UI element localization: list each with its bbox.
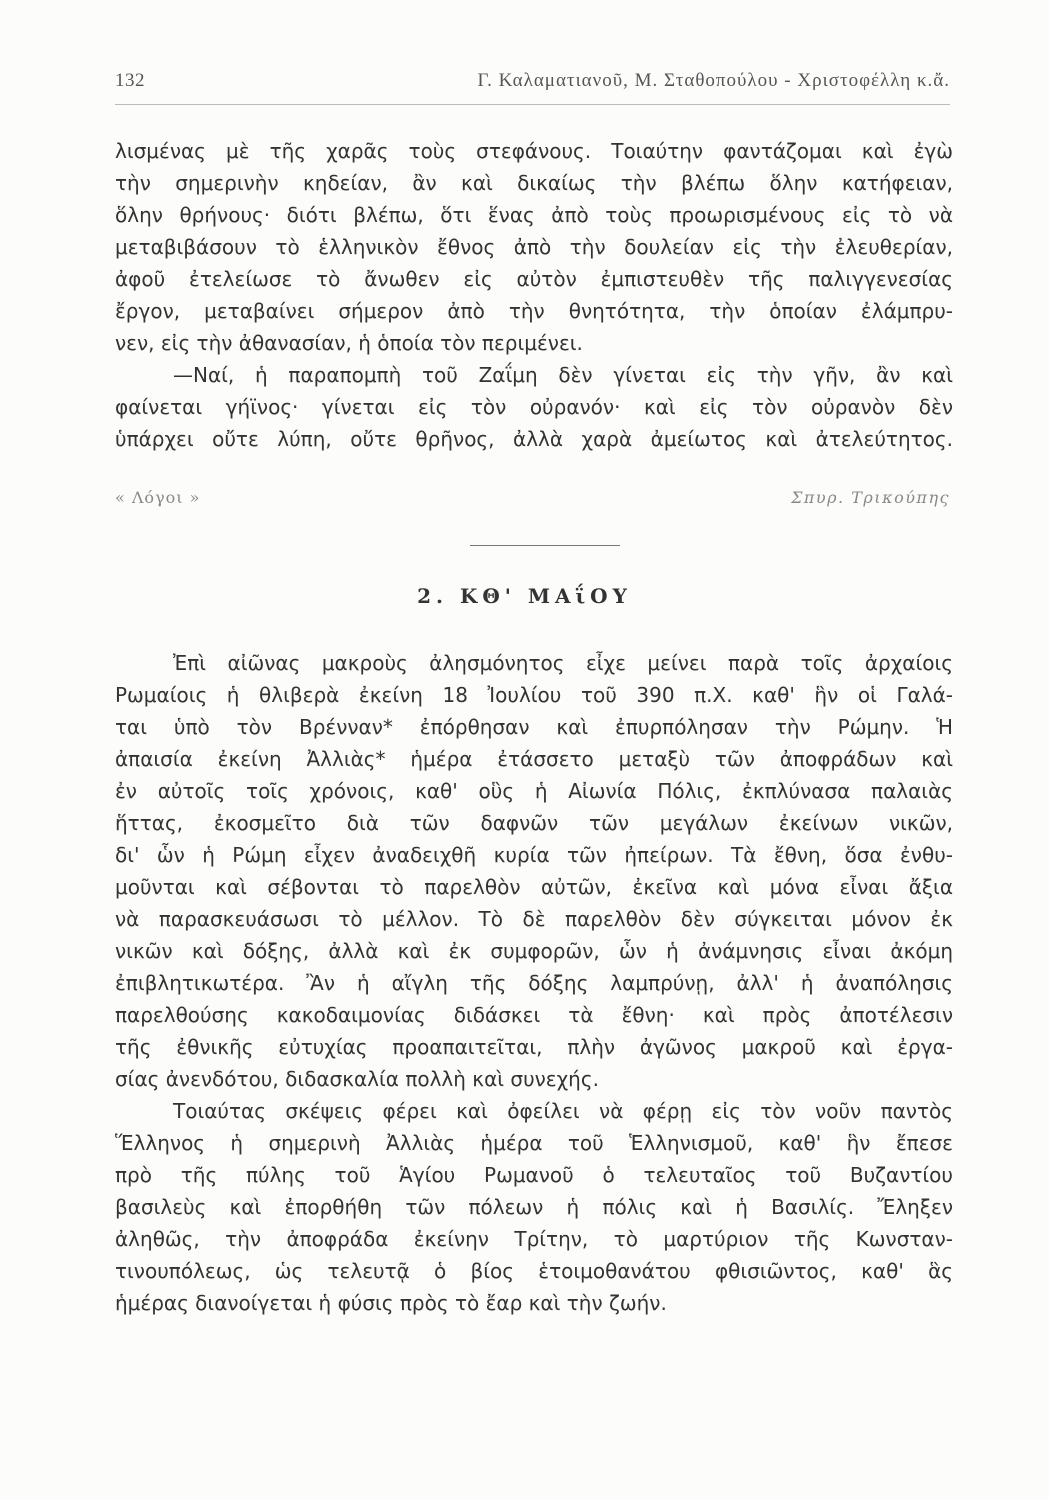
text-line: μεταβιβάσουν τὸ ἑλληνικὸν ἔθνος ἀπὸ τὴν δουλείαν εἰς τὴν ἐλευθερίαν, <box>115 235 953 259</box>
section-divider <box>470 545 620 546</box>
text-line: τὴν σημερινὴν κηδείαν, ἂν καὶ δικαίως τὴν βλέπω ὅλην κατήφειαν, <box>115 171 953 195</box>
text-line: ἡμέρας διανοίγεται ἡ φύσις πρὸς τὸ ἔαρ καὶ τὴν ζωήν. <box>115 1291 667 1315</box>
passage-section-2 <box>115 647 953 1319</box>
text-line: ὑπάρχει οὔτε λύπη, οὔτε θρῆνος, ἀλλὰ χαρὰ ἀμείωτος καὶ ἀτελεύτητος. <box>115 427 953 451</box>
text-line: νικῶν καὶ δόξης, ἀλλὰ καὶ ἐκ συμφορῶν, ὧν ἡ ἀνάμνησις εἶναι ἀκόμη <box>115 939 953 963</box>
text-line: φαίνεται γήϊνος· γίνεται εἰς τὸν οὐρανόν· καὶ εἰς τὸν οὐρανὸν δὲν <box>115 395 953 419</box>
text-line: Τοιαύτας σκέψεις φέρει καὶ ὀφείλει νὰ φέρῃ εἰς τὸν νοῦν παντὸς <box>173 1099 953 1123</box>
text-line: τινουπόλεως, ὡς τελευτᾷ ὁ βίος ἑτοιμοθανάτου φθισιῶντος, καθ' ἃς <box>115 1259 953 1283</box>
text-line: —Ναί, ἡ παραπομπὴ τοῦ Ζαΐμη δὲν γίνεται εἰς τὴν γῆν, ἂν καὶ <box>173 363 953 387</box>
text-line: ἀπαισία ἐκείνη Ἀλλιὰς* ἡμέρα ἐτάσσετο μεταξὺ τῶν ἀποφράδων καὶ <box>115 747 953 771</box>
text-line: ἀφοῦ ἐτελείωσε τὸ ἄνωθεν εἰς αὐτὸν ἐμπιστευθὲν τῆς παλιγγενεσίας <box>115 267 953 291</box>
attribution <box>115 488 950 518</box>
text-line: νεν, εἰς τὴν ἀθανασίαν, ἡ ὁποία τὸν περιμένει. <box>115 331 583 355</box>
text-line: βασιλεὺς καὶ ἐπορθήθη τῶν πόλεων ἡ πόλις καὶ ἡ Βασιλίς. Ἔληξεν <box>115 1195 953 1219</box>
attribution-source: « Λόγοι » <box>115 488 201 507</box>
text-line: ἐπιβλητικωτέρα. Ἂν ἡ αἴγλη τῆς δόξης λαμπρύνῃ, ἀλλ' ἡ ἀναπόλησις <box>115 971 953 995</box>
text-line: σίας ἀνενδότου, διδασκαλία πολλὴ καὶ συνεχής. <box>115 1067 599 1091</box>
text-line: μοῦνται καὶ σέβονται τὸ παρελθὸν αὐτῶν, ἐκεῖνα καὶ μόνα εἶναι ἄξια <box>115 875 953 899</box>
text-line: Ρωμαίοις ἡ θλιβερὰ ἐκείνη 18 Ἰουλίου τοῦ 390 π.Χ. καθ' ἣν οἱ Γαλά- <box>115 683 953 707</box>
text-line: ἐν αὐτοῖς τοῖς χρόνοις, καθ' οὓς ἡ Αἰωνία Πόλις, ἐκπλύνασα παλαιὰς <box>115 779 953 803</box>
text-line: πρὸ τῆς πύλης τοῦ Ἁγίου Ρωμανοῦ ὁ τελευταῖος τοῦ Βυζαντίου <box>115 1163 953 1187</box>
text-line: δι' ὧν ἡ Ρώμη εἶχεν ἀναδειχθῆ κυρία τῶν ἠπείρων. Τὰ ἔθνη, ὅσα ἐνθυ- <box>115 843 953 867</box>
text-line: ὅλην θρήνους· διότι βλέπω, ὅτι ἕνας ἀπὸ τοὺς προωρισμένους εἰς τὸ νὰ <box>115 203 953 227</box>
text-line: Ἕλληνος ἡ σημερινὴ Ἀλλιὰς ἡμέρα τοῦ Ἑλληνισμοῦ, καθ' ἣν ἔπεσε <box>115 1131 953 1155</box>
section-title: 2. ΚΘ' ΜΑΐΟΥ <box>417 584 632 608</box>
page-number: 132 <box>115 70 145 91</box>
attribution-author: Σπυρ. Τρικούπης <box>791 488 950 507</box>
running-title: Γ. Καλαματιανοῦ, Μ. Σταθοπούλου - Χριστοφέλλη κ.ἄ. <box>477 70 950 91</box>
running-header <box>115 70 950 104</box>
text-line: λισμένας μὲ τῆς χαρᾶς τοὺς στεφάνους. Τοιαύτην φαντάζομαι καὶ ἐγὼ <box>115 139 953 163</box>
text-line: Ἐπὶ αἰῶνας μακροὺς ἀλησμόνητος εἶχε μείνει παρὰ τοῖς ἀρχαίοις <box>173 651 953 675</box>
text-line: παρελθούσης κακοδαιμονίας διδάσκει τὰ ἔθνη· καὶ πρὸς ἀποτέλεσιν <box>115 1003 953 1027</box>
text-line: ἔργον, μεταβαίνει σήμερον ἀπὸ τὴν θνητότητα, τὴν ὁποίαν ἐλάμπρυ- <box>115 299 953 323</box>
header-rule <box>115 104 950 105</box>
text-line: ται ὑπὸ τὸν Βρένναν* ἐπόρθησαν καὶ ἐπυρπόλησαν τὴν Ρώμην. Ἡ <box>115 715 953 739</box>
text-line: νὰ παρασκευάσωσι τὸ μέλλον. Τὸ δὲ παρελθὸν δὲν σύγκειται μόνον ἐκ <box>115 907 953 931</box>
text-line: τῆς ἐθνικῆς εὐτυχίας προαπαιτεῖται, πλὴν ἀγῶνος μακροῦ καὶ ἐργα- <box>115 1035 953 1059</box>
text-line: ἀληθῶς, τὴν ἀποφράδα ἐκείνην Τρίτην, τὸ μαρτύριον τῆς Κωνσταν- <box>115 1227 953 1251</box>
passage-continued <box>115 135 953 455</box>
text-line: ἥττας, ἐκοσμεῖτο διὰ τῶν δαφνῶν τῶν μεγάλων ἐκείνων νικῶν, <box>115 811 953 835</box>
